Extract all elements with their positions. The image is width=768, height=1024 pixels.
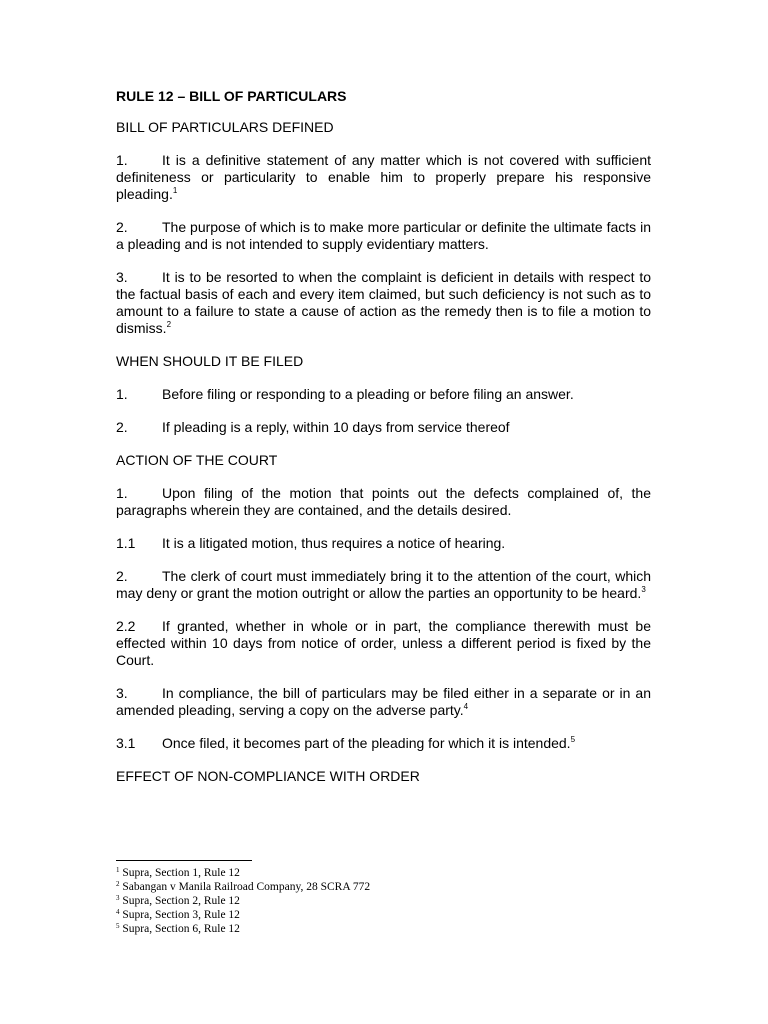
footnote-text: Supra, Section 6, Rule 12: [122, 923, 240, 935]
paragraph: [116, 386, 651, 403]
footnote-text: Supra, Section 3, Rule 12: [122, 909, 240, 921]
footnote-text: Supra, Section 2, Rule 12: [122, 895, 240, 907]
footnote: [116, 894, 370, 908]
footnote-ref[interactable]: 3: [641, 585, 646, 594]
section-heading: EFFECT OF NON-COMPLIANCE WITH ORDER: [116, 768, 420, 784]
footnote-number: 1: [116, 866, 120, 874]
footnote-number: 5: [116, 922, 120, 930]
paragraph: [116, 485, 651, 519]
paragraph-text: The purpose of which is to make more particular or definite the ultimate facts in a pleading and is not intended to supply evidentiary matters.: [116, 219, 651, 252]
paragraph-text: In compliance, the bill of particulars may be filed either in a separate or in an amended pleading, serving a copy on the adverse party.: [116, 685, 651, 718]
document-page: [116, 88, 651, 801]
paragraph-number: 3.: [116, 685, 128, 701]
footnote-ref[interactable]: 4: [463, 702, 469, 711]
footnote-text: Supra, Section 1, Rule 12: [122, 867, 240, 879]
paragraph-number: 1.: [116, 386, 128, 402]
paragraph: [116, 618, 651, 669]
footnotes: [116, 866, 370, 936]
footnote-number: 2: [116, 880, 120, 888]
paragraph-number: 2.: [116, 568, 128, 584]
section-heading: WHEN SHOULD IT BE FILED: [116, 353, 304, 369]
paragraph: [116, 685, 651, 719]
paragraph-text: It is to be resorted to when the complaint is deficient in details with respect to the factual basis of each and every item claimed, but such deficiency is not such as to amount to a failure to state a cause of action as the remedy then is to file a motion to dismiss.: [116, 269, 651, 336]
paragraph-number: 2.2: [116, 618, 136, 634]
document-title: RULE 12 – BILL OF PARTICULARS: [116, 88, 347, 104]
paragraph: [116, 568, 651, 602]
paragraph-number: 1.: [116, 152, 128, 168]
footnote: [116, 880, 370, 894]
paragraph-text: It is a definitive statement of any matter which is not covered with sufficient definiteness or particularity to enable him to properly prepare his responsive pleading.: [116, 152, 651, 202]
paragraph: [116, 152, 651, 203]
footnote-ref[interactable]: 1: [172, 186, 178, 195]
paragraph: [116, 535, 651, 552]
paragraph-number: 1.: [116, 485, 128, 501]
paragraph-text: It is a litigated motion, thus requires a notice of hearing.: [162, 535, 506, 551]
footnote-number: 3: [116, 894, 120, 902]
footnote-ref[interactable]: 5: [570, 735, 576, 744]
footnote-separator: [116, 860, 252, 861]
footnote-number: 4: [116, 908, 120, 916]
footnote: [116, 866, 370, 880]
paragraph-text: The clerk of court must immediately bring it to the attention of the court, which may deny or grant the motion outright or allow the parties an opportunity to be heard.: [116, 568, 651, 601]
paragraph: [116, 219, 651, 253]
paragraph: [116, 269, 651, 337]
paragraph-text: If pleading is a reply, within 10 days from service thereof: [162, 419, 510, 435]
paragraph-text: Before filing or responding to a pleading or before filing an answer.: [162, 386, 574, 402]
footnote-text: Sabangan v Manila Railroad Company, 28 SCRA 772: [122, 881, 371, 893]
footnote: [116, 922, 370, 936]
paragraph-text: Once filed, it becomes part of the pleading for which it is intended.: [162, 735, 571, 751]
paragraph-number: 3.1: [116, 735, 136, 751]
paragraph-number: 3.: [116, 269, 128, 285]
paragraph-text: If granted, whether in whole or in part, the compliance therewith must be effected within 10 days from notice of order, unless a different period is fixed by the Court.: [116, 618, 651, 668]
footnote-ref[interactable]: 2: [166, 320, 172, 329]
section-heading: ACTION OF THE COURT: [116, 452, 278, 468]
paragraph: [116, 419, 651, 436]
footnote: [116, 908, 370, 922]
paragraph-number: 2.: [116, 419, 128, 435]
section-heading: BILL OF PARTICULARS DEFINED: [116, 119, 334, 135]
paragraph-number: 2.: [116, 219, 128, 235]
paragraph-text: Upon filing of the motion that points out the defects complained of, the paragraphs wherein they are contained, and the details desired.: [116, 485, 651, 518]
paragraph-number: 1.1: [116, 535, 136, 551]
paragraph: [116, 735, 651, 752]
